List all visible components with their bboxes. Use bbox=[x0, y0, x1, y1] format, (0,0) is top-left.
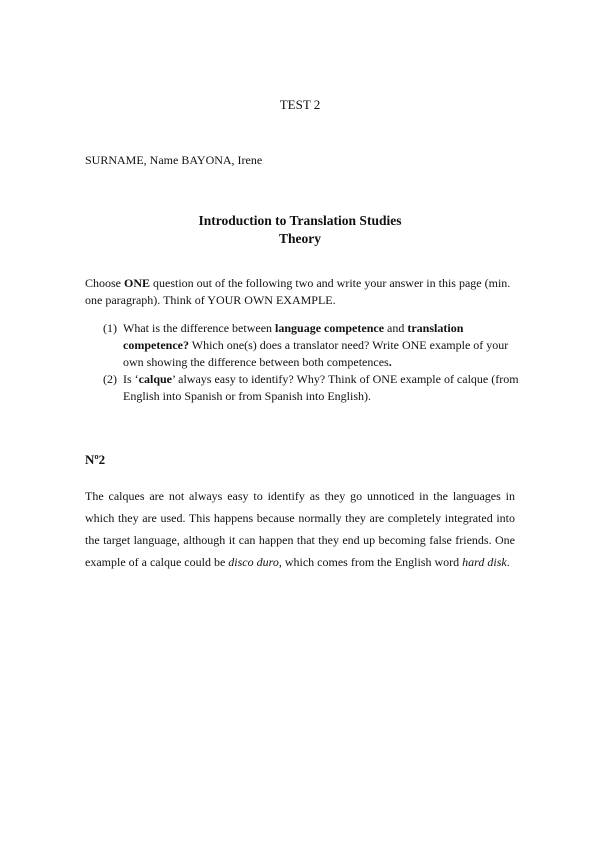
instructions-text-2: question out of the following two and write your answer in this page (min. one paragraph). Think of YOUR OWN EXAMPLE. bbox=[85, 276, 511, 307]
question-text: ’ always easy to identify? Why? Think of ONE example of calque (from English into Spanish or from Spanish into English). bbox=[123, 372, 519, 403]
question-bold-term: . bbox=[388, 355, 392, 369]
question-text: Is ‘ bbox=[123, 372, 139, 386]
question-text: and bbox=[384, 321, 408, 335]
question-item-2 bbox=[103, 371, 523, 405]
instructions-text-1: Choose bbox=[85, 276, 124, 290]
test-title: TEST 2 bbox=[279, 97, 321, 112]
student-name-line: SURNAME, Name BAYONA, Irene bbox=[85, 153, 263, 167]
answer-label: Nº2 bbox=[85, 452, 106, 467]
question-item-1 bbox=[103, 320, 523, 371]
question-bold-term: language competence bbox=[275, 321, 385, 335]
question-list bbox=[103, 320, 523, 405]
answer-example-english: hard disk bbox=[462, 555, 507, 569]
course-title-line2: Theory bbox=[279, 231, 321, 246]
instructions-bold-one: ONE bbox=[124, 276, 151, 290]
question-number: (1) bbox=[103, 321, 117, 335]
answer-text: . bbox=[506, 555, 510, 569]
answer-example-spanish: disco duro bbox=[228, 555, 279, 569]
question-text: What is the difference between bbox=[123, 321, 276, 335]
course-title bbox=[0, 212, 600, 248]
answer-text: , which comes from the English word bbox=[278, 555, 463, 569]
question-bold-term: translation competence? bbox=[123, 321, 464, 352]
question-text: Which one(s) does a translator need? Write ONE example of your own showing the difference between both competences bbox=[123, 338, 509, 369]
answer-text: The calques are not always easy to identify as they go unnoticed in the languages in which they are used. This happens because normally they are completely integrated into the target language, although it can happen that they end up becoming false friends. One example of a calque could be bbox=[85, 489, 515, 569]
instructions-paragraph bbox=[85, 275, 525, 309]
question-bold-term: calque bbox=[138, 372, 173, 386]
answer-paragraph bbox=[85, 485, 515, 573]
course-title-line1: Introduction to Translation Studies bbox=[198, 213, 402, 228]
question-number: (2) bbox=[103, 372, 117, 386]
